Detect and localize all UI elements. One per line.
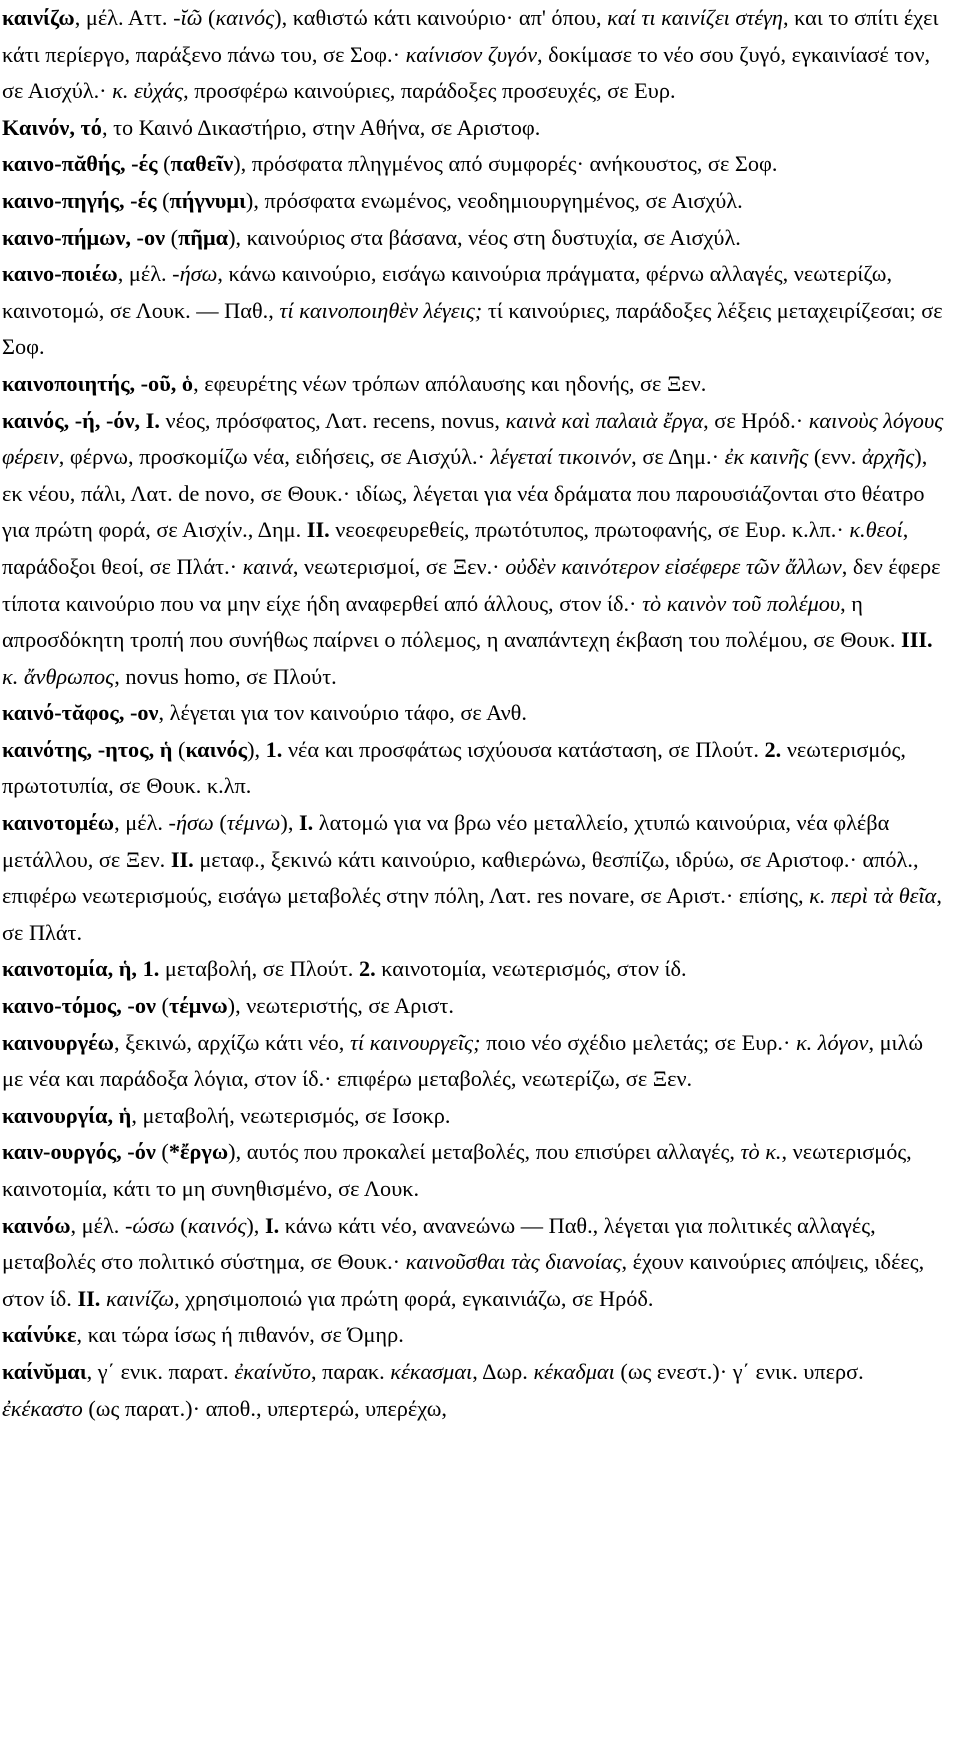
definition-text: , μέλ. Αττ. - — [74, 5, 181, 30]
citation-text: ήσω — [175, 810, 214, 836]
citation-text: ἐκαίνῠτο — [234, 1358, 311, 1384]
citation-text: τέμνω — [226, 810, 281, 836]
definition-text: νεοεφευρεθείς, πρωτότυπος, πρωτοφανής, σε Ευρ. κ.λπ.· — [329, 517, 850, 543]
headword-text: καινο-πηγής, -ές — [2, 187, 157, 213]
citation-text: καινίζω — [105, 1285, 175, 1311]
citation-text: κέκασμαι — [390, 1358, 473, 1384]
dictionary-entry — [2, 0, 946, 110]
citation-text: τί καινουργεῖς; — [349, 1029, 481, 1055]
headword-text: II. — [306, 517, 330, 543]
definition-text: ( — [172, 736, 186, 762]
dictionary-entry — [2, 805, 946, 951]
citation-text: ἐκ καινῆς — [724, 444, 809, 470]
definition-text: , έχουν καινούριες απόψεις, ιδέες, στον ίδ. — [2, 1249, 925, 1311]
citation-text: κ. περὶ τὰ θεῖα — [809, 883, 937, 909]
definition-text: μεταβολή, σε Πλούτ. — [159, 956, 359, 982]
definition-text: (ως παρατ.)· αποθ., υπερτερώ, υπερέχω, — [82, 1395, 447, 1421]
headword-text: II. — [77, 1285, 101, 1311]
definition-text: , προσφέρω καινούριες, παράδοξες προσευχές, σε Ευρ. — [183, 78, 676, 104]
definition-text: , νεωτερισμός, καινοτομία, κάτι το μη συνηθισμένο, σε Λουκ. — [2, 1139, 912, 1201]
headword-text: καιν-ουργός, -όν — [2, 1139, 156, 1165]
citation-text: τί καινοποιηθὲν λέγεις; — [279, 297, 483, 323]
definition-text: , μεταβολή, νεωτερισμός, σε Ισοκρ. — [131, 1102, 451, 1128]
citation-text: ήσω — [179, 261, 218, 287]
citation-text: καινός — [215, 5, 275, 30]
headword-text: καινο-πᾰθής, -ές — [2, 151, 158, 177]
citation-text: κ. εὐχάς — [112, 78, 184, 104]
definition-text: τί καινούριες, παράδοξες λέξεις μεταχειρίζεσαι; σε Σοφ. — [2, 297, 943, 360]
headword-text: καίνύκε — [2, 1322, 77, 1348]
definition-text: ), αυτός που προκαλεί μεταβολές, που επισύρει αλλαγές, — [228, 1139, 741, 1165]
dictionary-entry — [2, 220, 946, 257]
citation-text: ώσω — [132, 1212, 175, 1238]
definition-text: ), — [246, 1212, 265, 1238]
dictionary-entry — [2, 951, 946, 988]
headword-text: καινοτομέω — [2, 810, 115, 836]
definition-text: ), καθιστώ κάτι καινούριο· απ' όπου, — [274, 5, 608, 30]
headword-text: καινουργία, ἡ — [2, 1102, 132, 1128]
headword-text: καινός, -ή, -όν, I. — [2, 407, 160, 433]
definition-text: (ενν. — [808, 444, 862, 470]
citation-text: καινά — [242, 553, 293, 579]
definition-text: , μιλώ με νέα και παράδοξα λόγια, στον ίδ.· επιφέρω μεταβολές, νεωτερίζω, σε Ξεν. — [2, 1029, 924, 1092]
citation-text: κ. ἄνθρωπος — [2, 663, 115, 689]
definition-text: ), πρόσφατα πληγμένος από συμφορές· ανήκουστος, σε Σοφ. — [233, 151, 778, 177]
dictionary-entry — [2, 110, 946, 147]
dictionary-entry — [2, 1098, 946, 1135]
definition-text: ), — [247, 736, 266, 762]
definition-text: , δοκίμασε το νέο σου ζυγό, εγκαινίασέ τον, σε Αισχύλ.· — [2, 41, 931, 104]
definition-text: ), πρόσφατα ενωμένος, νεοδημιουργημένος, σε Αισχύλ. — [245, 187, 743, 213]
headword-text: καίνῠμαι — [2, 1358, 87, 1384]
headword-text: καινότης, -ητος, ἡ — [2, 736, 173, 762]
definition-text: ποιο νέο σχέδιο μελετάς; σε Ευρ.· — [480, 1029, 796, 1055]
headword-text: Καινόν, τό — [2, 114, 102, 140]
headword-text: II. — [170, 846, 194, 872]
dictionary-entry — [2, 1317, 946, 1354]
definition-text: ), νεωτεριστής, σε Αριστ. — [227, 993, 454, 1019]
citation-text: καίνισον ζυγόν — [405, 41, 537, 67]
headword-text: III. — [901, 627, 933, 653]
definition-text: μεταφ., ξεκινώ κάτι καινούριο, καθιερώνω, θεσπίζω, ιδρύω, σε Αριστοφ.· απόλ., επιφέρω νεωτερισμούς, εισάγω μεταβολές στην πόλη, Λατ. res novare, σε Αριστ.· επίσης, — [2, 846, 919, 909]
headword-text: καινόω — [2, 1212, 71, 1238]
dictionary-entry — [2, 183, 946, 220]
headword-text: καινο-τόμος, -ον — [2, 993, 156, 1019]
citation-text: καινός — [187, 1212, 247, 1238]
headword-text: καινο-ποιέω — [2, 261, 118, 287]
citation-text: κ.θεοί — [849, 517, 903, 543]
dictionary-entry — [2, 366, 946, 403]
definition-text: , δεν έφερε τίποτα καινούριο που να μην είχε ήδη αναφερθεί από άλλους, στον ίδ.· — [2, 553, 941, 616]
definition-text: , νεωτερισμοί, σε Ξεν.· — [292, 553, 506, 579]
definition-text: , χρησιμοποιώ για πρώτη φορά, εγκαινιάζω, σε Ηρόδ. — [174, 1285, 654, 1311]
definition-text: , μέλ. - — [117, 261, 180, 287]
definition-text: κάνω κάτι νέο, ανανεώνω — Παθ., λέγεται για πολιτικές αλλαγές, μεταβολές στο πολιτικό σύστημα, σε Θουκ.· — [2, 1212, 876, 1275]
dictionary-entry — [2, 695, 946, 732]
definition-text: , το Καινό Δικαστήριο, στην Αθήνα, σε Αριστοφ. — [101, 114, 541, 140]
citation-text: καινοὺς λόγους φέρειν — [2, 407, 944, 470]
definition-text: , κάνω καινούριο, εισάγω καινούρια πράγματα, φέρνω αλλαγές, νεωτερίζω, καινοτομώ, σε Λουκ. — Παθ., — [2, 261, 893, 323]
definition-text: , σε Ηρόδ.· — [703, 407, 809, 433]
definition-text: (ως ενεστ.)· γ΄ ενικ. υπερσ. — [614, 1358, 864, 1384]
headword-text: καινο-πήμων, -ον — [2, 224, 166, 250]
headword-text: *ἔργω — [168, 1139, 229, 1165]
definition-text: , λέγεται για τον καινούριο τάφο, σε Ανθ. — [158, 700, 527, 726]
definition-text: ( — [213, 810, 227, 836]
citation-text: κέκαδμαι — [533, 1358, 615, 1384]
dictionary-entry — [2, 1354, 946, 1427]
definition-text: , μέλ. - — [114, 810, 176, 836]
definition-text: , και το σπίτι έχει κάτι περίεργο, παράξενο πάνω του, σε Σοφ.· — [2, 5, 939, 67]
dictionary-entry — [2, 1208, 946, 1318]
headword-text: πῆμα — [178, 224, 229, 250]
headword-text: I. — [264, 1212, 280, 1238]
definition-text: ), — [280, 810, 299, 836]
definition-text: , εφευρέτης νέων τρόπων απόλαυσης και ηδονής, σε Ξεν. — [193, 370, 707, 396]
definition-text: ( — [202, 5, 216, 30]
definition-text: , γ΄ ενικ. παρατ. — [86, 1358, 235, 1384]
citation-text: ἀρχῆς — [861, 444, 915, 470]
definition-text: , novus homo, σε Πλούτ. — [114, 663, 337, 689]
citation-text: καινὰ καὶ παλαιὰ ἔργα — [505, 407, 704, 433]
dictionary-entry — [2, 1025, 946, 1098]
definition-text: , ξεκινώ, αρχίζω κάτι νέο, — [113, 1029, 350, 1055]
headword-text: πήγνυμι — [169, 187, 246, 213]
definition-text: , Δωρ. — [472, 1358, 534, 1384]
definition-text: νεωτερισμός, πρωτοτυπία, σε Θουκ. κ.λπ. — [2, 736, 906, 799]
headword-text: I. — [298, 810, 314, 836]
dictionary-entry — [2, 403, 946, 696]
citation-text: οὐδὲν καινότερον εἰσέφερε τῶν ἄλλων — [505, 553, 842, 579]
definition-text: ( — [156, 187, 170, 213]
definition-text: , σε Δημ.· — [631, 444, 725, 470]
citation-text: λέγεταί τικοινόν — [490, 444, 632, 470]
citation-text: ῐῶ — [180, 5, 203, 30]
definition-text: ( — [155, 993, 169, 1019]
definition-text: νέα και προσφάτως ισχύουσα κατάσταση, σε Πλούτ. — [282, 736, 765, 762]
headword-text: 2. — [764, 736, 782, 762]
headword-text: τέμνω — [168, 993, 228, 1019]
dictionary-entry — [2, 732, 946, 805]
dictionary-entry — [2, 1134, 946, 1207]
definition-text: ( — [165, 224, 179, 250]
definition-text: ), εκ νέου, πάλι, Λατ. de novo, σε Θουκ.· ιδίως, λέγεται για νέα δράματα που παρουσιάζονται στο θέατρο για πρώτη φορά, σε Αισχίν., Δημ. — [2, 444, 928, 543]
definition-text: λατομώ για να βρω νέο μεταλλείο, χτυπώ καινούρια, νέα φλέβα μετάλλου, σε Ξεν. — [2, 810, 890, 872]
definition-text: ( — [155, 1139, 169, 1165]
headword-text: παθεῖν — [170, 151, 234, 177]
headword-text: καινό-τᾰφος, -ον — [2, 700, 159, 726]
citation-text: κ. λόγον — [795, 1029, 869, 1055]
headword-text: καινουργέω — [2, 1029, 114, 1055]
headword-text: καινός — [185, 736, 248, 762]
definition-text: ), καινούριος στα βάσανα, νέος στη δυστυχία, σε Αισχύλ. — [228, 224, 741, 250]
headword-text: καινίζω — [2, 5, 75, 30]
definition-text: , παράδοξοι θεοί, σε Πλάτ.· — [2, 517, 909, 579]
headword-text: 1. — [265, 736, 283, 762]
definition-text: , φέρνω, προσκομίζω νέα, ειδήσεις, σε Αισχύλ.· — [58, 444, 491, 470]
dictionary-entry — [2, 256, 946, 366]
definition-text: ( — [157, 151, 171, 177]
definition-text: , η απροσδόκητη τροπή που συνήθως παίρνει ο πόλεμος, η αναπάντεχη έκβαση του πολέμου, σε Θουκ. — [2, 590, 902, 653]
citation-text: καινοῦσθαι τὰς διανοίας — [405, 1249, 622, 1275]
definition-text: καινοτομία, νεωτερισμός, στον ίδ. — [375, 956, 687, 982]
definition-text: , σε Πλάτ. — [2, 883, 942, 945]
headword-text: καινοτομία, ἡ, 1. — [2, 956, 160, 982]
definition-text: , μέλ. - — [70, 1212, 133, 1238]
dictionary-entry — [2, 988, 946, 1025]
headword-text: 2. — [358, 956, 376, 982]
definition-text: , και τώρα ίσως ή πιθανόν, σε Όμηρ. — [76, 1322, 404, 1348]
citation-text: τὸ κ. — [740, 1139, 782, 1165]
definition-text: ( — [174, 1212, 188, 1238]
definition-text: νέος, πρόσφατος, Λατ. recens, novus, — [159, 407, 506, 433]
citation-text: ἐκέκαστο — [2, 1395, 83, 1421]
citation-text: καί τι καινίζει στέγη — [607, 5, 783, 30]
citation-text: τὸ καινὸν τοῦ πολέμου — [642, 590, 841, 616]
definition-text: , παρακ. — [310, 1358, 391, 1384]
dictionary-entry — [2, 146, 946, 183]
headword-text: καινοποιητής, -οῦ, ὁ — [2, 370, 194, 396]
